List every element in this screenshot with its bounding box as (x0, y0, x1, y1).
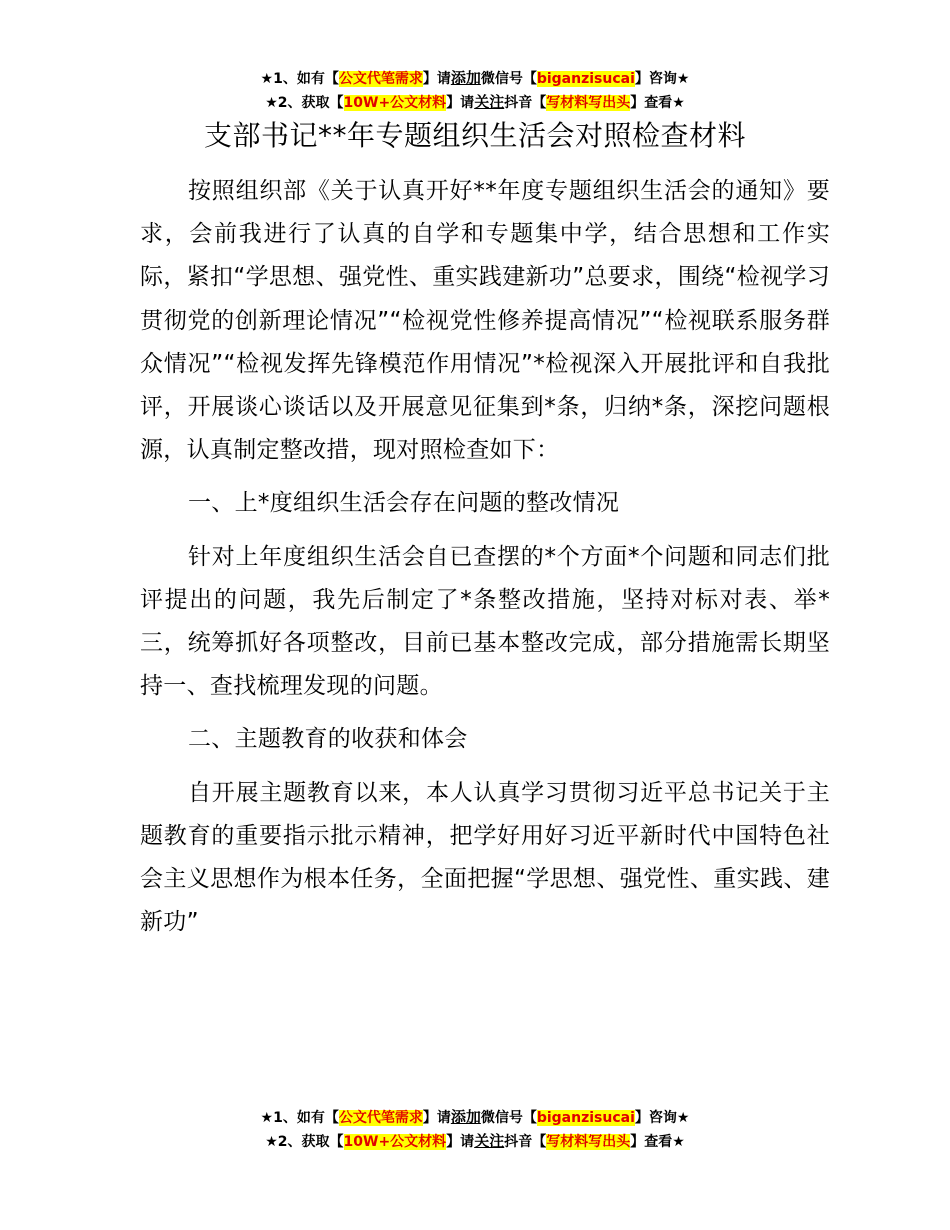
banner-text: ★2、获取【 (265, 95, 344, 111)
banner-text: 】咨询★ (634, 1110, 690, 1126)
document-body (140, 170, 830, 954)
highlight-wechat-id: biganzisucai (536, 71, 635, 87)
highlight-ghostwriting: 公文代笔需求 (338, 1110, 423, 1126)
banner-text: 】查看★ (630, 1134, 685, 1150)
section-heading-2: 二、主题教育的收获和体会 (188, 726, 468, 753)
banner-line-2 (0, 1129, 950, 1153)
document-title: 支部书记**年专题组织生活会对照检查材料 (203, 119, 746, 152)
highlight-wechat-id: biganzisucai (536, 1110, 635, 1126)
banner-text: 微信号【 (480, 71, 537, 87)
banner-text: 微信号【 (480, 1110, 537, 1126)
banner-text: 抖音【 (504, 95, 547, 111)
banner-text: 】查看★ (630, 95, 685, 111)
banner-text: 】请 (446, 1134, 475, 1150)
banner-text: 抖音【 (504, 1134, 547, 1150)
banner-text: ★1、如有【 (260, 71, 339, 87)
highlight-materials: 10W+公文材料 (343, 95, 447, 111)
paragraph-rectification: 针对上年度组织生活会自已查摆的*个方面*个问题和同志们批评提出的问题，我先后制定了*条整改措施，坚持对标对表、举*三，统筹抓好各项整改，目前已基本整改完成，部分措施需长期坚持一、查找梳理发现的问题。 (140, 543, 830, 700)
banner-line-2 (0, 90, 950, 114)
banner-text: 】请 (446, 95, 475, 111)
highlight-douyin: 写材料写出头 (546, 95, 631, 111)
paragraph-education: 自开展主题教育以来，本人认真学习贯彻习近平总书记关于主题教育的重要指示批示精神，把学好用好习近平新时代中国特色社会主义思想作为根本任务，全面把握“学思想、强党性、重实践、建新功” (140, 779, 830, 936)
footer-banner (0, 1105, 950, 1153)
section-heading-1: 一、上*度组织生活会存在问题的整改情况 (188, 490, 620, 517)
banner-text: ★2、获取【 (265, 1134, 344, 1150)
banner-text: 】咨询★ (634, 71, 690, 87)
banner-underlined-text: 关注 (474, 1132, 505, 1150)
highlight-materials: 10W+公文材料 (343, 1134, 447, 1150)
highlight-douyin: 写材料写出头 (546, 1134, 631, 1150)
banner-underlined-text: 关注 (474, 93, 505, 111)
banner-underlined-text: 添加 (450, 1108, 481, 1126)
banner-line-1 (0, 66, 950, 90)
banner-text: ★1、如有【 (260, 1110, 339, 1126)
highlight-ghostwriting: 公文代笔需求 (338, 71, 423, 87)
paragraph-intro: 按照组织部《关于认真开好**年度专题组织生活会的通知》要求，会前我进行了认真的自学和专题集中学，结合思想和工作实际，紧扣“学思想、强党性、重实践建新功”总要求，围绕“检视学习贯彻党的创新理论情况”“检视党性修养提高情况”“检视联系服务群众情况”“检视发挥先锋模范作用情况”*检视深入开展批评和自我批评，开展谈心谈话以及开展意见征集到*条，归纳*条，深挖问题根源，认真制定整改措，现对照检查如下： (140, 178, 830, 464)
banner-text: 】请 (422, 1110, 451, 1126)
banner-text: 】请 (422, 71, 451, 87)
header-banner (0, 66, 950, 114)
banner-underlined-text: 添加 (450, 69, 481, 87)
banner-line-1 (0, 1105, 950, 1129)
